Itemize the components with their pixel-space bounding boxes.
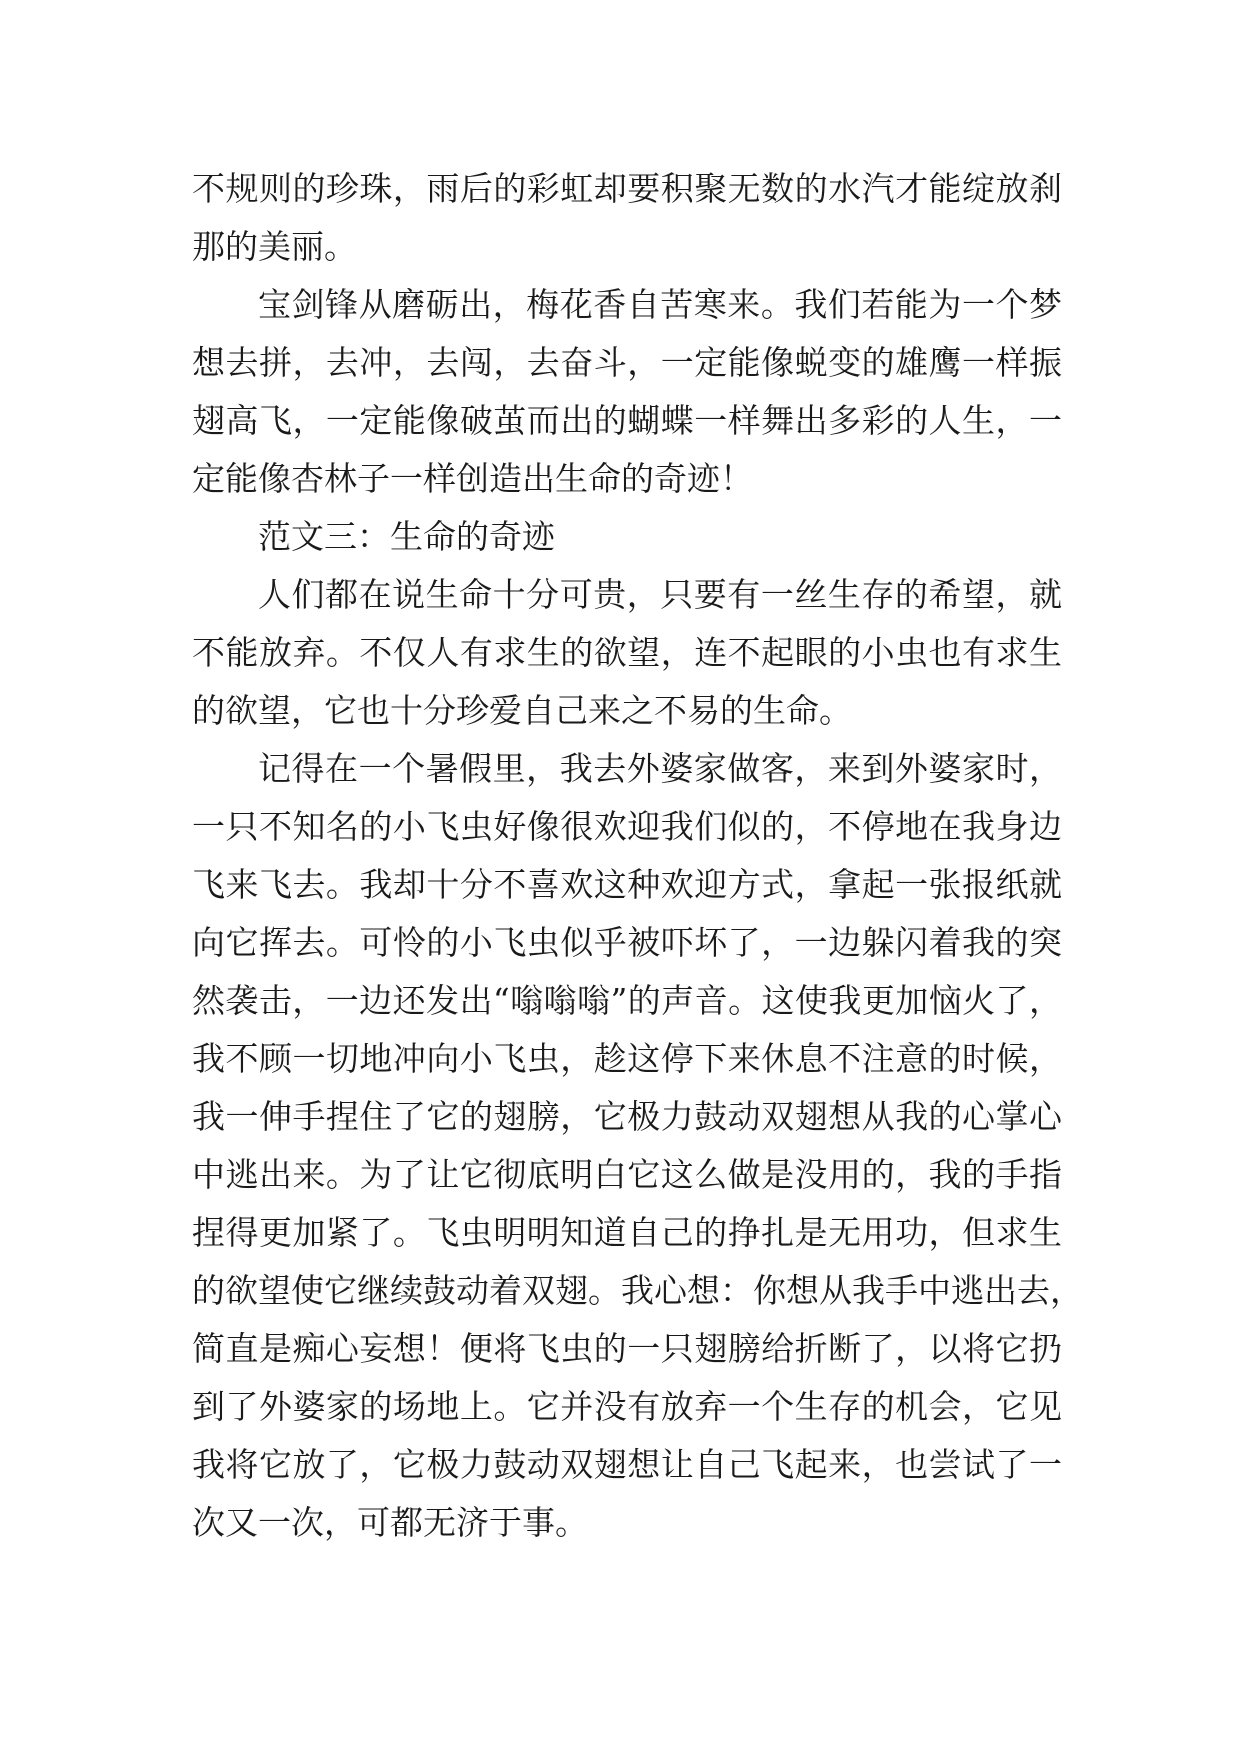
text-line: 人们都在说生命十分可贵，只要有一丝生存的希望，就 — [258, 575, 1062, 614]
text-line: 次又一次，可都无济于事。 — [192, 1503, 588, 1542]
text-line: 不规则的珍珠，雨后的彩虹却要积聚无数的水汽才能绽放刹 — [192, 169, 1062, 208]
text-line: 一只不知名的小飞虫好像很欢迎我们似的，不停地在我身边 — [192, 807, 1062, 846]
text-line: 然袭击，一边还发出“嗡嗡嗡”的声音。这使我更加恼火了， — [192, 981, 1062, 1020]
text-line: 想去拼，去冲，去闯，去奋斗，一定能像蜕变的雄鹰一样振 — [192, 343, 1062, 382]
text-line: 捏得更加紧了。飞虫明明知道自己的挣扎是无用功，但求生 — [192, 1213, 1062, 1252]
text-line: 向它挥去。可怜的小飞虫似乎被吓坏了，一边躲闪着我的突 — [192, 923, 1062, 962]
text-line: 中逃出来。为了让它彻底明白它这么做是没用的，我的手指 — [192, 1155, 1062, 1194]
text-line: 的欲望，它也十分珍爱自己来之不易的生命。 — [192, 691, 852, 730]
text-line: 飞来飞去。我却十分不喜欢这种欢迎方式，拿起一张报纸就 — [192, 865, 1062, 904]
text-line: 我一伸手捏住了它的翅膀，它极力鼓动双翅想从我的心掌心 — [192, 1097, 1062, 1136]
text-line: 那的美丽。 — [192, 227, 357, 266]
text-line: 宝剑锋从磨砺出，梅花香自苦寒来。我们若能为一个梦 — [258, 285, 1062, 324]
text-line: 到了外婆家的场地上。它并没有放弃一个生存的机会，它见 — [192, 1387, 1062, 1426]
document-body — [192, 160, 1083, 1552]
text-line: 的欲望使它继续鼓动着双翅。我心想：你想从我手中逃出去， — [192, 1271, 1083, 1310]
text-line: 简直是痴心妄想！便将飞虫的一只翅膀给折断了，以将它扔 — [192, 1329, 1062, 1368]
text-line: 记得在一个暑假里，我去外婆家做客，来到外婆家时， — [258, 749, 1062, 788]
text-line: 我将它放了，它极力鼓动双翅想让自己飞起来，也尝试了一 — [192, 1445, 1062, 1484]
section-heading: 范文三：生命的奇迹 — [258, 517, 555, 556]
text-line: 我不顾一切地冲向小飞虫，趁这停下来休息不注意的时候， — [192, 1039, 1062, 1078]
text-line: 翅高飞，一定能像破茧而出的蝴蝶一样舞出多彩的人生，一 — [192, 401, 1062, 440]
text-line: 不能放弃。不仅人有求生的欲望，连不起眼的小虫也有求生 — [192, 633, 1062, 672]
text-line: 定能像杏林子一样创造出生命的奇迹！ — [192, 459, 753, 498]
